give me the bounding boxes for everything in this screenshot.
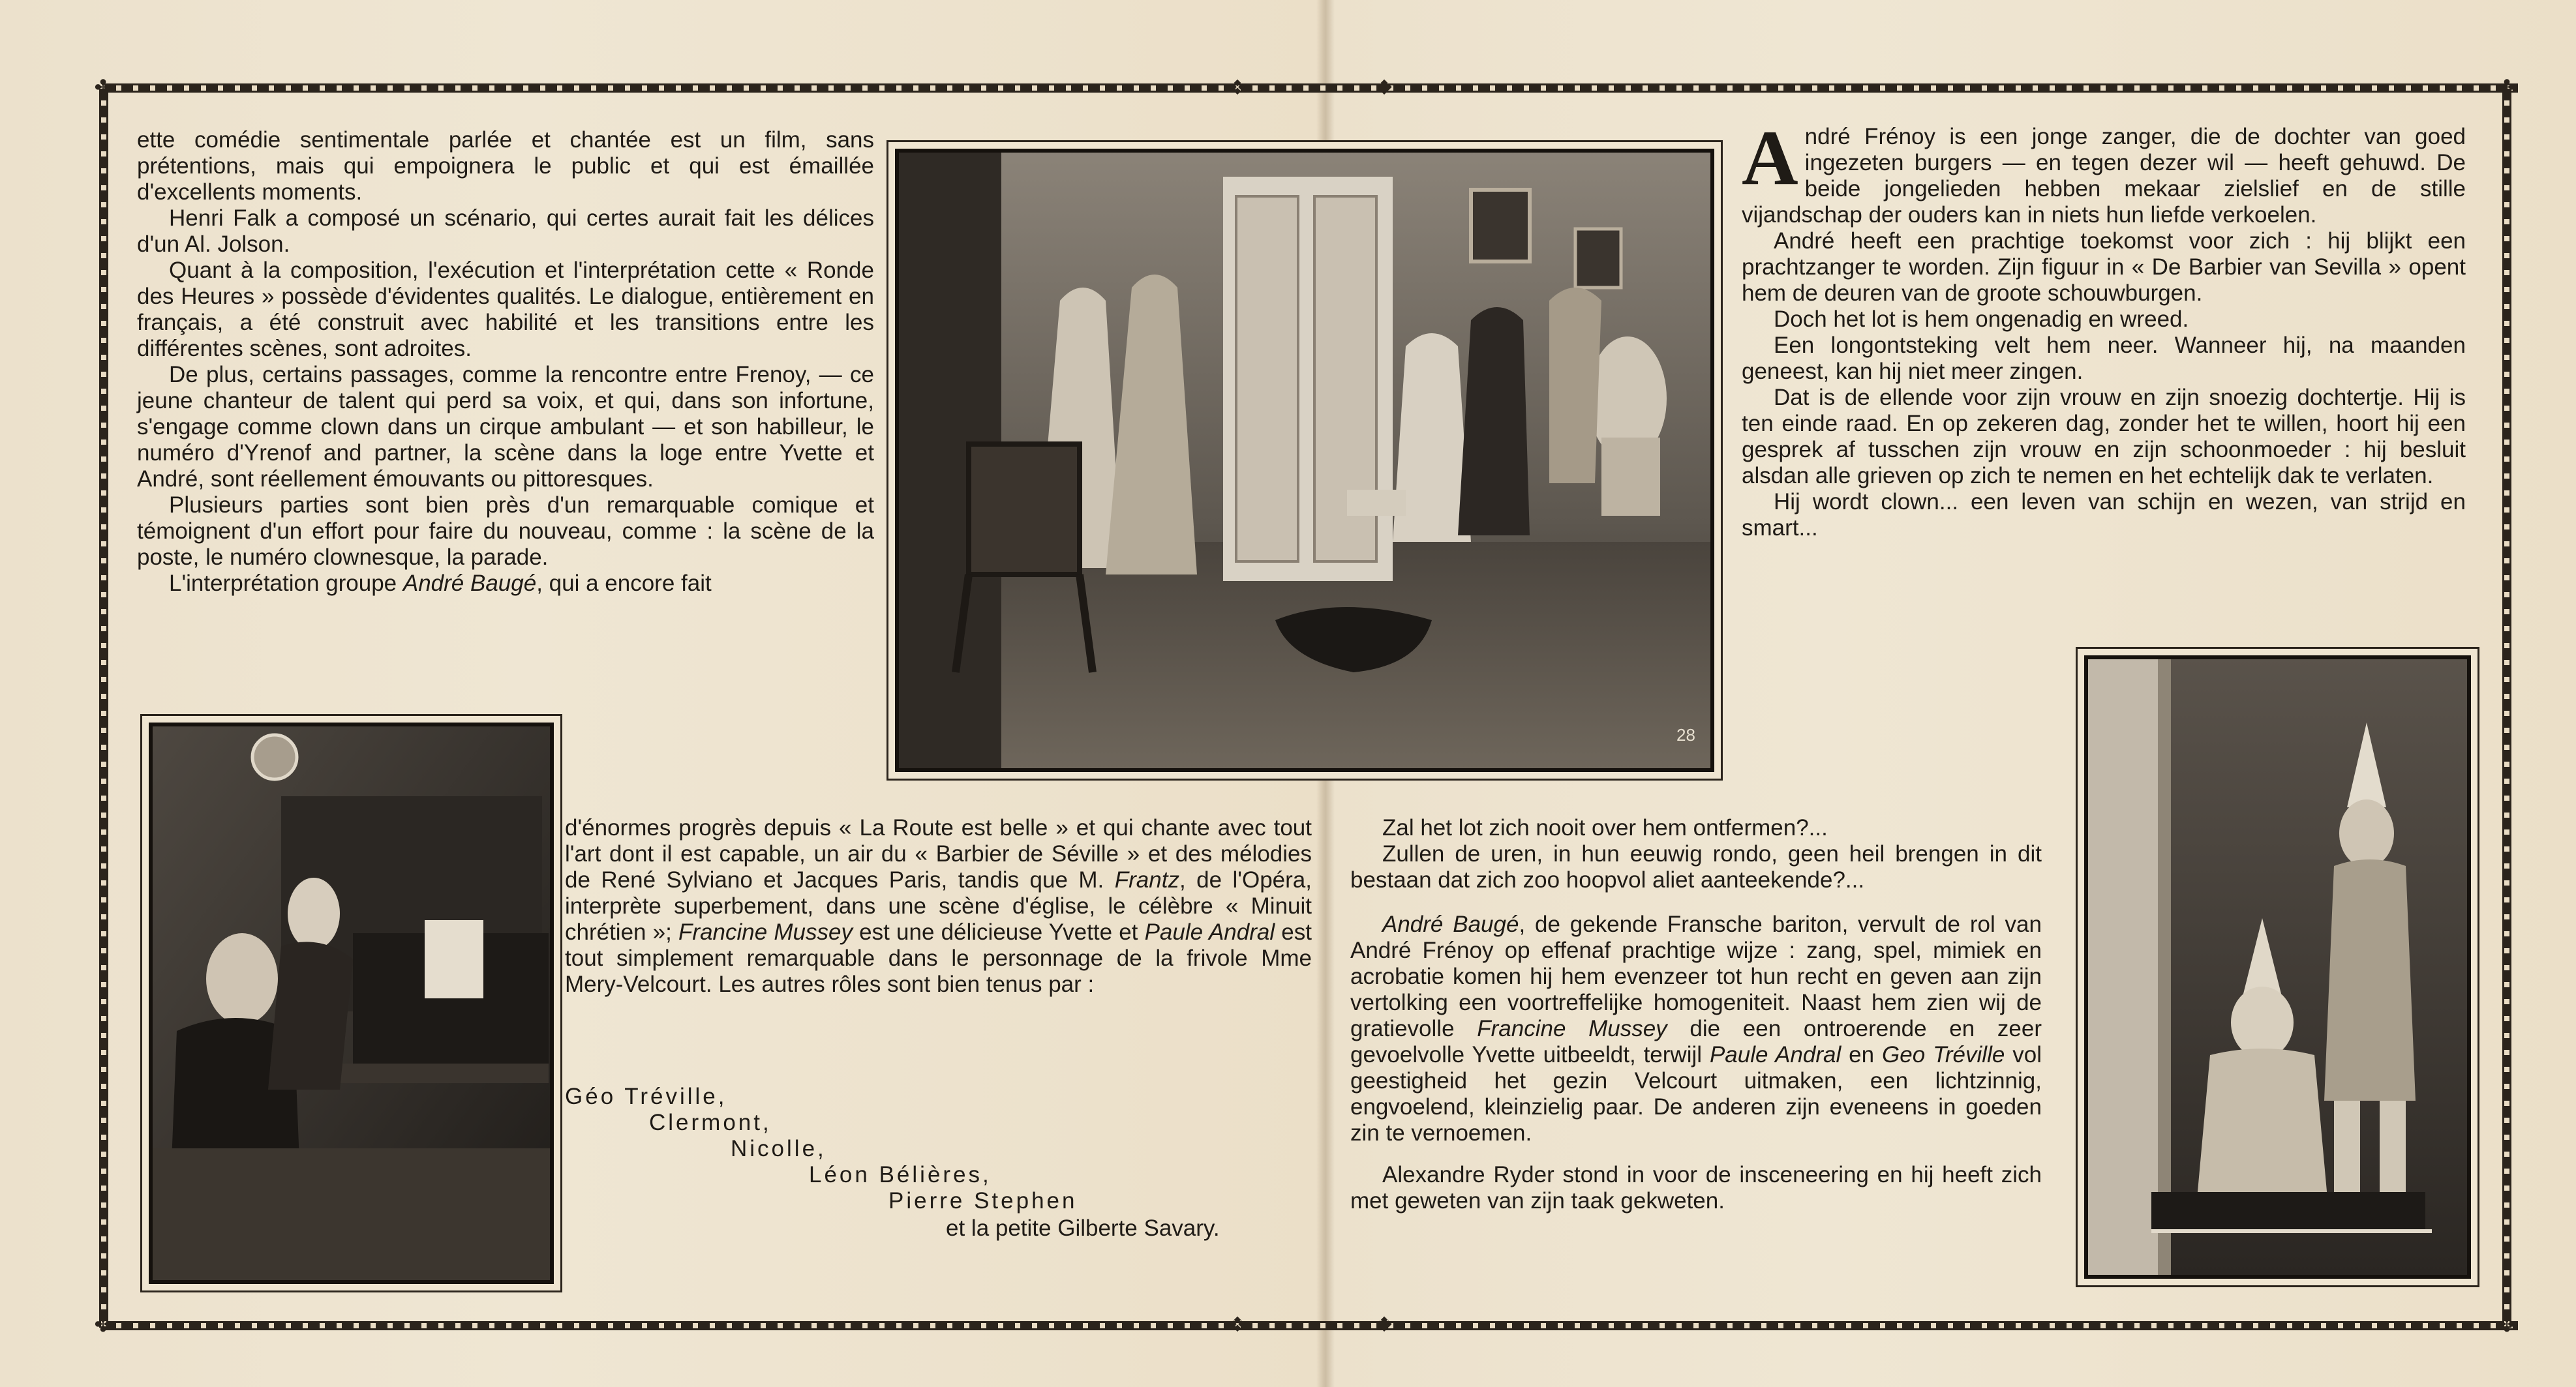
photo-number: 28	[1676, 725, 1695, 745]
corner-ornament-icon: ✤	[94, 1312, 112, 1337]
border-top	[104, 83, 2518, 93]
paragraph: André heeft een prachtige toekomst voor zich : hij blijkt een prachtzanger te worden. Zijn figuur in « De Barbier van Sevilla » opent hem de deuren van de groote schouwburgen.	[1742, 228, 2466, 306]
paragraph: Een longontsteking velt hem neer. Wanneer hij, na maanden geneest, kan hij niet meer zingen.	[1742, 333, 2466, 384]
paragraph: Alexandre Ryder stond in voor de insceneering en hij heeft zich met geweten van zijn taak gekweten.	[1350, 1162, 2042, 1214]
cast-entry: Léon Bélières,	[809, 1162, 992, 1187]
photo-salon-scene	[895, 149, 1714, 772]
left-top-column	[137, 127, 874, 597]
center-ornament-icon: ❖	[1374, 75, 1394, 100]
paragraph: André Baugé, de gekende Fransche bariton, vervult de rol van André Frénoy op effenaf prachtige wijze : zang, spel, mimiek en acrobatie komen hij hem evenzeer tot hun recht en geven aan zijn vertolking een voortreffelijke homogeniteit. Naast hem zien wij de gratievolle Francine Mussey die een ontroerende en zeer gevoelvolle Yvette uitbeeldt, terwijl Paule Andral en Geo Tréville vol geestigheid het gezin Velcourt uitmaken, een lichtzinnig, engvoelend, kleinzielig paar. De anderen zijn eveneens in goeden zin te vernoemen.	[1350, 912, 2042, 1146]
paragraph: Plusieurs parties sont bien près d'un remarquable comique et témoignent d'un effort pour faire du nouveau, comme : la scène de la poste, le numéro clownesque, la parade.	[137, 492, 874, 570]
actor-name: Frantz	[1114, 867, 1179, 893]
paragraph: Dat is de ellende voor zijn vrouw en zijn snoezig dochtertje. Hij is ten einde raad. En op zekeren dag, zonder het te willen, hoort hij een gesprek af tusschen zijn vrouw en zijn schoonmoeder : hij besluit alsdan alle grieven op zich te nemen en het echtelijk dak te verlaten.	[1742, 385, 2466, 488]
paragraph: Doch het lot is hem ongenadig en wreed.	[1774, 306, 2189, 332]
cast-entry: Géo Tréville,	[565, 1084, 727, 1109]
paragraph: De plus, certains passages, comme la rencontre entre Frenoy, — ce jeune chanteur de talent qui perd sa voix, et qui, dans son infortune, s'engage comme clown dans un cirque ambulant — et son habilleur, le numéro d'Yrenof and partner, la scène dans la loge entre Yvette et André, sont réellement émouvants ou pittoresques.	[137, 362, 874, 492]
right-bottom-column	[1350, 815, 2042, 1214]
drop-cap: A	[1742, 114, 1798, 201]
paragraph: Zal het lot zich nooit over hem ontfermen?...	[1382, 815, 1828, 841]
left-continued-column	[565, 815, 1312, 998]
actor-name: André Baugé	[1382, 912, 1519, 937]
actor-name: Francine Mussey	[678, 919, 853, 945]
paragraph: ette comédie sentimentale parlée et chantée est un film, sans prétentions, mais qui empoignera le public et qui est émaillée d'excellents moments.	[137, 127, 874, 205]
border-left	[99, 89, 108, 1328]
paragraph: André Frénoy is een jonge zanger, die de dochter van goed ingezeten burgers — en tegen dezer wil — heeft gehuwd. De beide jongelieden hebben mekaar zielslief en de stille vijandschap der ouders kan in niets hun liefde verkoelen.	[1742, 114, 2466, 228]
corner-ornament-icon: ✤	[2498, 75, 2516, 100]
paragraph: Hij wordt clown... een leven van schijn en wezen, van strijd en smart...	[1742, 489, 2466, 541]
actor-name: Francine Mussey	[1477, 1016, 1667, 1041]
right-top-column	[1742, 114, 2466, 541]
actor-name: André Baugé	[402, 571, 537, 596]
photo-clown-scene	[2084, 655, 2471, 1279]
center-ornament-icon: ❖	[1228, 1312, 1247, 1337]
center-ornament-icon: ❖	[1374, 1312, 1394, 1337]
actor-name: Paule Andral	[1709, 1042, 1841, 1067]
cast-entry: Pierre Stephen	[888, 1188, 1078, 1214]
corner-ornament-icon: ✤	[94, 75, 112, 100]
paragraph: Henri Falk a composé un scénario, qui certes aurait fait les délices d'un Al. Jolson.	[137, 205, 874, 257]
corner-ornament-icon: ✤	[2498, 1312, 2516, 1337]
center-ornament-icon: ❖	[1228, 75, 1247, 100]
paragraph: d'énormes progrès depuis « La Route est belle » et qui chante avec tout l'art dont il est capable, un air du « Barbier de Séville » et des mélodies de René Sylviano et Jacques Paris, tandis que M. Frantz, de l'Opéra, interprète superbement, dans une scène d'église, le célèbre « Minuit chrétien »; Francine Mussey est une délicieuse Yvette et Paule Andral est tout simplement remarquable dans le personnage de la frivole Mme Mery-Velcourt. Les autres rôles sont bien tenus par :	[565, 815, 1312, 997]
border-bottom	[104, 1321, 2518, 1330]
photo-piano-scene	[149, 723, 554, 1284]
actor-name: Paule Andral	[1144, 919, 1275, 945]
cast-entry: Nicolle,	[731, 1136, 826, 1161]
cast-entry: et la petite Gilberte Savary.	[946, 1215, 1220, 1241]
border-right	[2502, 89, 2511, 1328]
actor-name: Geo Tréville	[1882, 1042, 2005, 1067]
paragraph: Quant à la composition, l'exécution et l'interprétation cette « Ronde des Heures » possède d'évidentes qualités. Le dialogue, entièrement en français, a été construit avec habilité et les transitions entre les différentes scènes, sont adroites.	[137, 258, 874, 361]
paragraph: Zullen de uren, in hun eeuwig rondo, geen heil brengen in dit bestaan dat zich zoo hoopvol aliet aanteekende?...	[1350, 841, 2042, 893]
paragraph: L'interprétation groupe André Baugé, qui a encore fait	[169, 571, 712, 596]
cast-entry: Clermont,	[649, 1110, 772, 1135]
